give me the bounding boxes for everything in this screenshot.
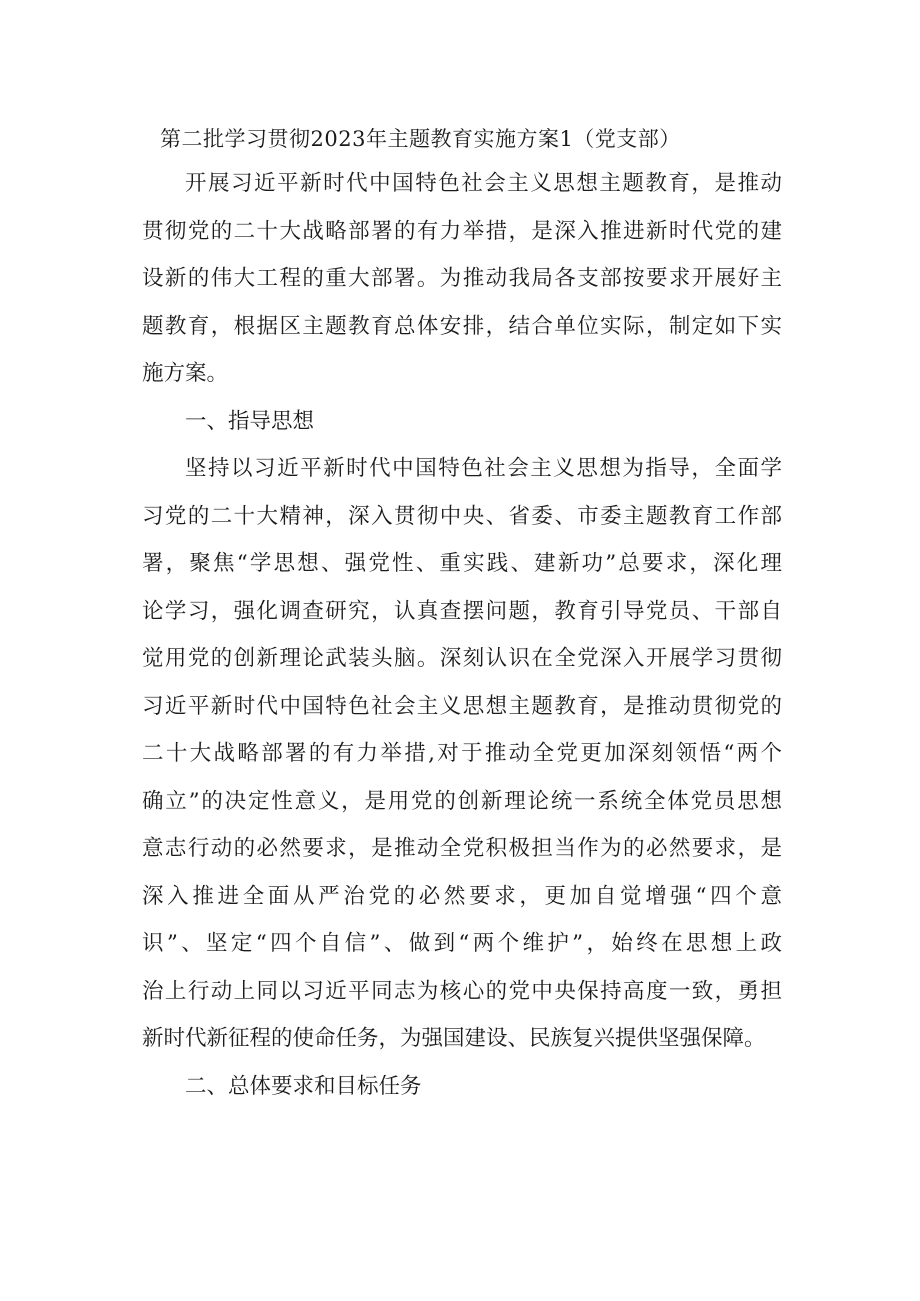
text-line: 论学习，强化调查研究，认真查摆问题，教育引导党员、干部自: [142, 598, 782, 624]
document-body: [142, 160, 782, 1110]
text-line: 设新的伟大工程的重大部署。为推动我局各支部按要求开展好主: [142, 266, 782, 291]
text-line: 施方案。: [142, 361, 229, 386]
text-line: 开展习近平新时代中国特色社会主义思想主题教育，是推动: [185, 171, 782, 196]
section1-paragraph: [142, 445, 782, 1063]
text-line: 题教育，根据区主题教育总体安排，结合单位实际，制定如下实: [142, 313, 782, 339]
text-line: 深入推进全面从严治党的必然要求，更加自觉增强“四个意: [142, 883, 782, 909]
text-line: 识”、坚定“四个自信”、做到“两个维护”，始终在思想上政: [142, 931, 782, 956]
section-heading-guiding-ideology: 一、指导思想: [185, 408, 315, 434]
text-line: 新时代新征程的使命任务，为强国建设、民族复兴提供坚强保障。: [142, 1026, 766, 1051]
text-line: 觉用党的创新理论武装头脑。深刻认识在全党深入开展学习贯彻: [142, 646, 782, 671]
text-line: 习党的二十大精神，深入贯彻中央、省委、市委主题教育工作部: [142, 503, 782, 529]
section-heading-overall-requirements: 二、总体要求和目标任务: [185, 1073, 422, 1099]
intro-paragraph: [142, 160, 782, 398]
text-line: 意志行动的必然要求，是推动全党积极担当作为的必然要求，是: [142, 836, 782, 861]
text-line: 坚持以习近平新时代中国特色社会主义思想为指导，全面学: [185, 456, 782, 481]
text-line: 确立”的决定性意义，是用党的创新理论统一系统全体党员思想: [142, 788, 782, 814]
text-line: 习近平新时代中国特色社会主义思想主题教育，是推动贯彻党的: [142, 693, 782, 719]
text-line: 署，聚焦“学思想、强党性、重实践、建新功”总要求，深化理: [142, 551, 782, 576]
text-line: 二十大战略部署的有力举措,对于推动全党更加深刻领悟“两个: [142, 741, 782, 766]
text-line: 治上行动上同以习近平同志为核心的党中央保持高度一致，勇担: [142, 978, 782, 1004]
text-line: 贯彻党的二十大战略部署的有力举措，是深入推进新时代党的建: [142, 218, 782, 244]
document-title: 第二批学习贯彻2023年主题教育实施方案1（党支部）: [160, 127, 681, 151]
